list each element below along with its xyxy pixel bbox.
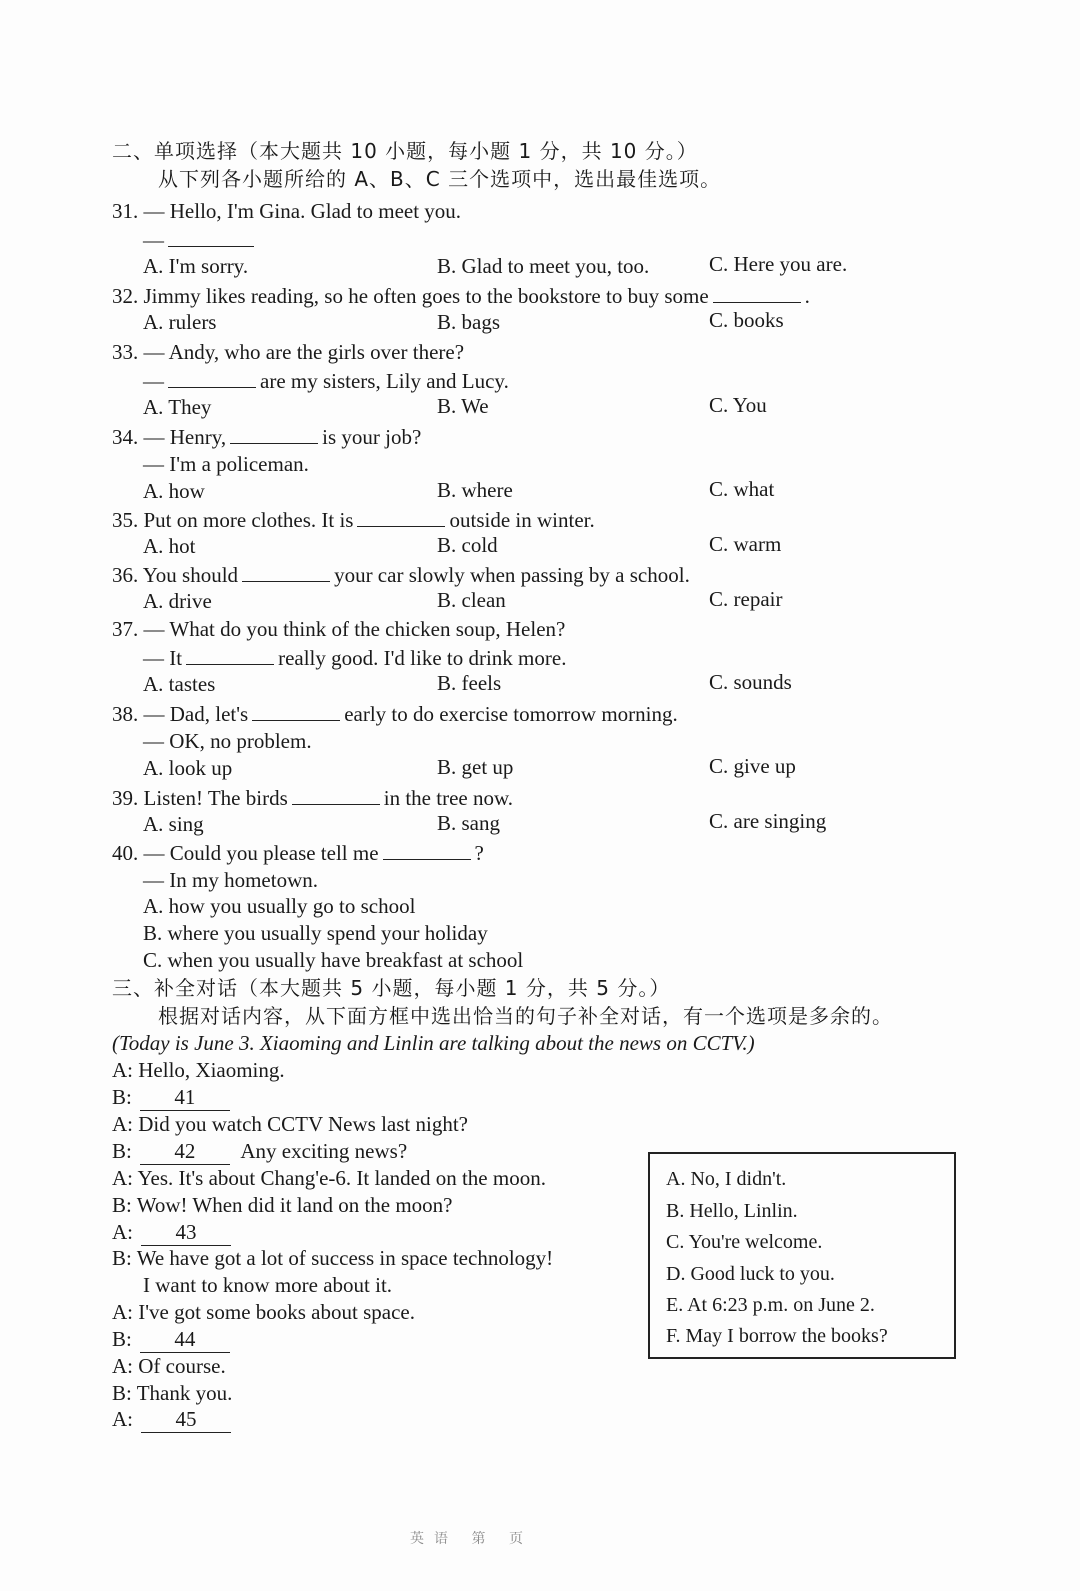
answer-blank[interactable]: [292, 784, 380, 805]
question-38: 38. — Dad, let's early to do exercise tomorrow morning.: [112, 702, 678, 726]
option-31-a: A. I'm sorry.: [143, 254, 249, 278]
box-option-f: F. May I borrow the books?: [666, 1325, 888, 1347]
answer-blank[interactable]: [383, 839, 471, 860]
answer-blank[interactable]: [252, 700, 340, 721]
option-33-c: C. You: [709, 393, 767, 417]
question-32: 32. Jimmy likes reading, so he often goes to the bookstore to buy some .: [112, 284, 810, 308]
option-35-c: C. warm: [709, 532, 782, 556]
dialogue-line: B: We have got a lot of success in space technology!: [112, 1246, 554, 1270]
question-33: 33. — Andy, who are the girls over there?: [112, 340, 465, 364]
option-37-a: A. tastes: [143, 672, 216, 696]
box-option-d: D. Good luck to you.: [666, 1263, 835, 1285]
option-34-c: C. what: [709, 477, 775, 501]
section3-instruction: 根据对话内容，从下面方框中选出恰当的句子补全对话，有一个选项是多余的。: [158, 1004, 893, 1028]
question-40: 40. — Could you please tell me ?: [112, 841, 484, 865]
option-31-b: B. Glad to meet you, too.: [437, 254, 650, 278]
dialogue-line: A: I've got some books about space.: [112, 1300, 415, 1324]
option-32-c: C. books: [709, 308, 784, 332]
answer-blank-42[interactable]: 42: [140, 1138, 230, 1165]
option-32-b: B. bags: [437, 310, 500, 334]
question-39: 39. Listen! The birds in the tree now.: [112, 786, 514, 810]
answer-blank[interactable]: [168, 226, 254, 247]
dialogue-line: A: Of course.: [112, 1354, 226, 1378]
dialogue-line: A: Hello, Xiaoming.: [112, 1058, 285, 1082]
question-34: 34. — Henry, is your job?: [112, 425, 422, 449]
dialogue-line: B: 44: [112, 1326, 230, 1353]
question-35: 35. Put on more clothes. It is outside in winter.: [112, 508, 595, 532]
option-38-a: A. look up: [143, 756, 233, 780]
answer-blank[interactable]: [168, 367, 256, 388]
question-31: 31. — Hello, I'm Gina. Glad to meet you.: [112, 199, 462, 223]
option-38-c: C. give up: [709, 754, 796, 778]
option-33-a: A. They: [143, 395, 212, 419]
dialogue-line: A: 45: [112, 1406, 231, 1433]
answer-blank-45[interactable]: 45: [141, 1406, 231, 1433]
option-39-c: C. are singing: [709, 809, 827, 833]
box-option-b: B. Hello, Linlin.: [666, 1200, 798, 1222]
option-36-b: B. clean: [437, 588, 506, 612]
option-35-b: B. cold: [437, 533, 498, 557]
question-40-line-2: — In my hometown.: [143, 868, 318, 892]
option-34-b: B. where: [437, 478, 513, 502]
answer-blank[interactable]: [230, 423, 318, 444]
answer-blank-44[interactable]: 44: [140, 1326, 230, 1353]
box-option-e: E. At 6:23 p.m. on June 2.: [666, 1294, 875, 1316]
answer-blank-43[interactable]: 43: [141, 1219, 231, 1246]
option-35-a: A. hot: [143, 534, 196, 558]
answer-blank-41[interactable]: 41: [140, 1084, 230, 1111]
answer-blank[interactable]: [186, 644, 274, 665]
dialogue-line: A: Did you watch CCTV News last night?: [112, 1112, 468, 1136]
question-34-line-2: — I'm a policeman.: [143, 452, 309, 476]
dialogue-line: I want to know more about it.: [143, 1273, 393, 1297]
option-36-c: C. repair: [709, 587, 783, 611]
option-33-b: B. We: [437, 394, 489, 418]
option-34-a: A. how: [143, 479, 205, 503]
section3-heading: 三、补全对话（本大题共 5 小题，每小题 1 分，共 5 分。）: [112, 976, 671, 1000]
option-38-b: B. get up: [437, 755, 514, 779]
option-37-b: B. feels: [437, 671, 502, 695]
box-option-a: A. No, I didn't.: [666, 1168, 787, 1190]
dialogue-line: A: 43: [112, 1219, 231, 1246]
answer-blank[interactable]: [713, 282, 801, 303]
question-33-line-2: — are my sisters, Lily and Lucy.: [143, 369, 509, 393]
section2-instruction: 从下列各小题所给的 A、B、C 三个选项中，选出最佳选项。: [158, 167, 722, 191]
option-40-a: A. how you usually go to school: [143, 894, 416, 918]
dialogue-line: B: 41: [112, 1084, 230, 1111]
answer-blank[interactable]: [242, 561, 330, 582]
dialogue-line: B: 42 Any exciting news?: [112, 1139, 408, 1163]
option-31-c: C. Here you are.: [709, 252, 848, 276]
question-37: 37. — What do you think of the chicken soup, Helen?: [112, 617, 566, 641]
question-36: 36. You should your car slowly when passing by a school.: [112, 563, 690, 587]
question-37-line-2: — It really good. I'd like to drink more.: [143, 646, 567, 670]
option-40-b: B. where you usually spend your holiday: [143, 921, 488, 945]
section2-heading: 二、单项选择（本大题共 10 小题，每小题 1 分，共 10 分。）: [112, 139, 698, 163]
page-footer: 英语 第 页: [410, 1532, 533, 1547]
box-option-c: C. You're welcome.: [666, 1231, 823, 1253]
option-32-a: A. rulers: [143, 310, 217, 334]
dialogue-line: B: Thank you.: [112, 1381, 233, 1405]
option-37-c: C. sounds: [709, 670, 792, 694]
question-31-answer-line: —: [143, 226, 258, 253]
option-40-c: C. when you usually have breakfast at school: [143, 948, 524, 972]
answer-blank[interactable]: [357, 506, 445, 527]
option-36-a: A. drive: [143, 589, 212, 613]
option-39-a: A. sing: [143, 812, 204, 836]
question-38-line-2: — OK, no problem.: [143, 729, 312, 753]
option-39-b: B. sang: [437, 811, 500, 835]
dialogue-line: B: Wow! When did it land on the moon?: [112, 1193, 453, 1217]
dialogue-line: A: Yes. It's about Chang'e-6. It landed on the moon.: [112, 1166, 546, 1190]
options-box: [648, 1152, 956, 1359]
dialogue-context: (Today is June 3. Xiaoming and Linlin are talking about the news on CCTV.): [112, 1031, 755, 1055]
